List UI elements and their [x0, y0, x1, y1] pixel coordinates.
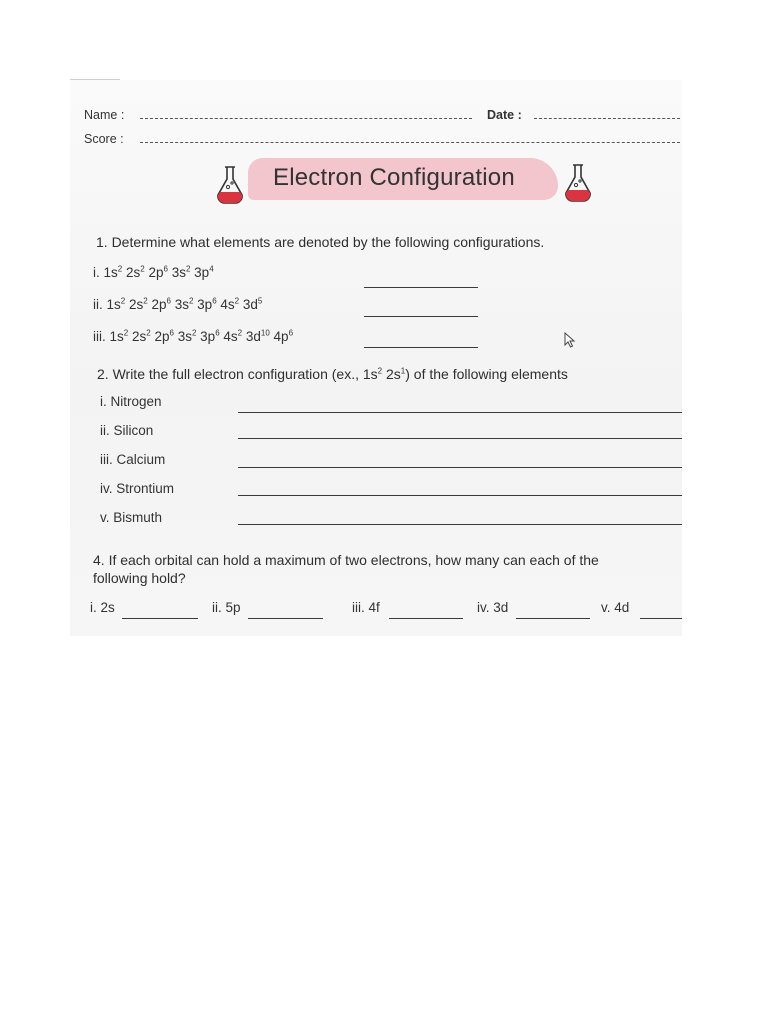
q4-item-5p: ii. 5p	[212, 600, 241, 615]
electron-count: 2	[237, 328, 243, 338]
electron-count: 2	[120, 296, 126, 306]
answer-line[interactable]	[364, 347, 478, 348]
orbital-term: $3p^4$	[190, 264, 214, 280]
question-4-text: 4. If each orbital can hold a maximum of two electrons, how many can each of the	[93, 552, 599, 568]
scan-edge-line	[70, 79, 120, 80]
q2-item-bismuth: v. Bismuth	[100, 510, 163, 525]
question-2-text	[97, 366, 568, 382]
electron-count: 2	[191, 328, 197, 338]
answer-line[interactable]	[389, 618, 463, 619]
electron-count: 5	[257, 296, 263, 306]
q2-item-silicon: ii. Silicon	[100, 423, 154, 438]
orbital-term: $4s^2$	[219, 328, 243, 344]
orbital-term: $1s^2$	[106, 296, 126, 312]
q1-item-label: ii.	[93, 297, 103, 312]
q2-item-strontium: iv. Strontium	[100, 481, 175, 496]
orbital-term: $4s^2$	[216, 296, 240, 312]
electron-configuration	[107, 297, 263, 312]
answer-line[interactable]	[238, 495, 682, 496]
answer-line[interactable]	[238, 524, 682, 525]
page-title: Electron Configuration	[273, 164, 515, 191]
q1-item-2	[93, 297, 262, 312]
superscript: 1	[400, 366, 406, 376]
answer-line[interactable]	[364, 287, 478, 288]
orbital-term: $1s^2$	[103, 264, 123, 280]
q1-item-label: i.	[93, 265, 100, 280]
answer-line[interactable]	[238, 467, 682, 468]
flask-icon	[214, 165, 246, 205]
electron-count: 6	[212, 296, 217, 306]
answer-line[interactable]	[640, 618, 682, 619]
electron-count: 10	[260, 328, 270, 338]
orbital-term: $2s^2$	[125, 296, 148, 312]
electron-count: 6	[163, 264, 168, 274]
orbital-term: $2p^6$	[144, 264, 168, 280]
flask-icon	[562, 163, 594, 203]
date-field-line[interactable]	[534, 118, 680, 119]
orbital-term: $3d^5$	[239, 296, 263, 312]
q1-item-1	[93, 265, 214, 280]
orbital-term: $2p^6$	[147, 296, 171, 312]
orbital-term: $3s^2$	[167, 264, 191, 280]
question-1-text: 1. Determine what elements are denoted by the following configurations.	[96, 234, 545, 250]
q2-text-part: ) of the following elements	[405, 366, 568, 382]
superscript: 2	[377, 366, 383, 376]
orbital-term: $1s^2$	[109, 328, 129, 344]
orbital-term: $4p^6$	[269, 328, 294, 344]
orbital-term: $3s^2$	[170, 296, 194, 312]
question-4-text-cont: following hold?	[93, 570, 186, 586]
electron-count: 2	[146, 328, 151, 338]
q1-item-label: iii.	[93, 329, 106, 344]
electron-count: 2	[140, 264, 145, 274]
orbital-term: $2s^2$	[122, 264, 145, 280]
q2-item-calcium: iii. Calcium	[100, 452, 166, 467]
answer-line[interactable]	[248, 618, 323, 619]
electron-count: 6	[166, 296, 171, 306]
orbital-term: $3p^6$	[196, 328, 220, 344]
electron-count: 4	[209, 264, 214, 274]
cursor-icon	[564, 332, 576, 348]
q4-item-4d: v. 4d	[601, 600, 630, 615]
q2-text-part: 2s	[382, 366, 401, 382]
q2-item-nitrogen: i. Nitrogen	[100, 394, 162, 409]
electron-count: 6	[215, 328, 220, 338]
electron-count: 2	[117, 264, 123, 274]
q4-item-2s: i. 2s	[90, 600, 115, 615]
score-label: Score :	[84, 132, 124, 146]
electron-count: 2	[188, 296, 194, 306]
answer-line[interactable]	[364, 316, 478, 317]
q2-text-part: 2. Write the full electron configuration (ex., 1s	[97, 366, 378, 382]
answer-line[interactable]	[122, 618, 198, 619]
electron-count: 6	[169, 328, 174, 338]
q1-item-3	[93, 329, 293, 344]
orbital-term: $2s^2$	[128, 328, 151, 344]
electron-count: 2	[123, 328, 129, 338]
orbital-term: $3p^6$	[193, 296, 217, 312]
answer-line[interactable]	[516, 618, 590, 619]
electron-count: 2	[143, 296, 148, 306]
score-field-line[interactable]	[140, 142, 680, 143]
date-label: Date :	[487, 108, 522, 122]
q4-item-4f: iii. 4f	[352, 600, 380, 615]
electron-count: 2	[185, 264, 191, 274]
orbital-term: $3s^2$	[173, 328, 197, 344]
electron-configuration	[110, 329, 294, 344]
electron-count: 6	[288, 328, 294, 338]
name-label: Name :	[84, 108, 125, 122]
answer-line[interactable]	[238, 412, 682, 413]
orbital-term: $3d^{10}$	[242, 328, 270, 344]
q4-item-3d: iv. 3d	[477, 600, 509, 615]
answer-line[interactable]	[238, 438, 682, 439]
name-field-line[interactable]	[140, 118, 472, 119]
orbital-term: $2p^6$	[150, 328, 174, 344]
electron-configuration	[104, 265, 214, 280]
electron-count: 2	[234, 296, 240, 306]
